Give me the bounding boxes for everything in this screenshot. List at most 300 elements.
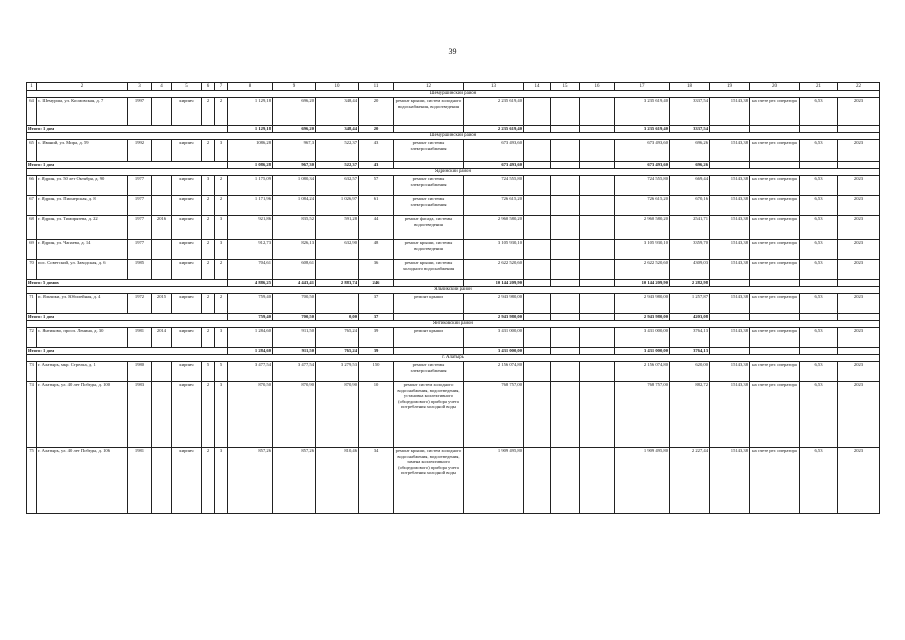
living-area: 835,52 bbox=[273, 216, 316, 240]
column-number-1: 1 bbox=[27, 83, 37, 91]
address: п. Яльчики, ул. Юбилейная, д. 4 bbox=[37, 294, 128, 314]
living-area: 870,90 bbox=[273, 382, 316, 448]
subtotal-unit-cost: 2 282,98 bbox=[670, 280, 710, 287]
unit-cost: 3764,13 bbox=[670, 328, 710, 348]
unit-cost: 670,16 bbox=[670, 196, 710, 216]
residential-area: 632,57 bbox=[316, 176, 359, 196]
col-16 bbox=[580, 216, 615, 240]
col-21: 6,53 bbox=[800, 176, 838, 196]
subtotal-empty bbox=[750, 314, 800, 321]
cost-limit: 15143,38 bbox=[710, 328, 750, 348]
cost-limit: 15143,38 bbox=[710, 362, 750, 382]
col-14 bbox=[524, 260, 551, 280]
wall-material: кирпич bbox=[172, 260, 202, 280]
district-header-row bbox=[27, 133, 880, 140]
col-16 bbox=[580, 294, 615, 314]
row-number: 67 bbox=[27, 196, 37, 216]
repair-cost: 3 431 000,00 bbox=[464, 328, 524, 348]
table-row bbox=[27, 448, 880, 514]
table-row bbox=[27, 216, 880, 240]
cost-limit: 15143,38 bbox=[710, 260, 750, 280]
subtotal-living-area: 700,50 bbox=[273, 314, 316, 321]
subtotal-empty bbox=[838, 314, 880, 321]
unit-cost: 620,00 bbox=[670, 362, 710, 382]
renovation-year bbox=[152, 362, 172, 382]
build-year: 1983 bbox=[128, 382, 152, 448]
column-number-17: 17 bbox=[615, 83, 670, 91]
unit-cost: 2 227,44 bbox=[670, 448, 710, 514]
total-cost: 2 960 580,20 bbox=[615, 216, 670, 240]
capital-repair-register-table bbox=[26, 82, 880, 514]
subtotal-repair-cost: 673 493,60 bbox=[464, 162, 524, 169]
col-15 bbox=[551, 260, 580, 280]
residents: 20 bbox=[359, 98, 394, 126]
residential-area: 765,24 bbox=[316, 328, 359, 348]
col-14 bbox=[524, 382, 551, 448]
floors: 2 bbox=[202, 196, 215, 216]
repair-cost: 3 105 930,10 bbox=[464, 240, 524, 260]
row-number: 64 bbox=[27, 98, 37, 126]
col-16 bbox=[580, 196, 615, 216]
work-type: ремонт системы электроснабжения bbox=[394, 362, 464, 382]
build-year: 1977 bbox=[128, 176, 152, 196]
planned-year: 2023 bbox=[838, 98, 880, 126]
column-number-14: 14 bbox=[524, 83, 551, 91]
living-area: 911,50 bbox=[273, 328, 316, 348]
residents: 37 bbox=[359, 294, 394, 314]
wall-material: кирпич bbox=[172, 176, 202, 196]
table-row bbox=[27, 140, 880, 162]
col-14 bbox=[524, 196, 551, 216]
wall-material: кирпич bbox=[172, 294, 202, 314]
living-area: 696,20 bbox=[273, 98, 316, 126]
total-area: 857,26 bbox=[228, 448, 273, 514]
entrances: 3 bbox=[215, 140, 228, 162]
col-16 bbox=[580, 448, 615, 514]
fund-method: на счете рег. оператора bbox=[750, 176, 800, 196]
build-year: 1981 bbox=[128, 328, 152, 348]
wall-material: кирпич bbox=[172, 328, 202, 348]
wall-material: кирпич bbox=[172, 448, 202, 514]
residents: 61 bbox=[359, 196, 394, 216]
district-header-row bbox=[27, 169, 880, 176]
subtotal-living-area: 967,30 bbox=[273, 162, 316, 169]
subtotal-total-area: 1 086,28 bbox=[228, 162, 273, 169]
table-row bbox=[27, 176, 880, 196]
subtotal-label: Итого: 1 дом bbox=[27, 348, 228, 355]
total-cost: 3 431 000,00 bbox=[615, 328, 670, 348]
subtotal-row bbox=[27, 348, 880, 355]
fund-method: на счете рег. оператора bbox=[750, 382, 800, 448]
subtotal-empty bbox=[580, 314, 615, 321]
row-number: 65 bbox=[27, 140, 37, 162]
subtotal-empty bbox=[710, 126, 750, 133]
entrances: 2 bbox=[215, 294, 228, 314]
column-number-20: 20 bbox=[750, 83, 800, 91]
subtotal-empty bbox=[551, 162, 580, 169]
address: г. Ядрин, ул. Чапаева, д. 14 bbox=[37, 240, 128, 260]
work-type: ремонт крыши, системы водоотведения bbox=[394, 240, 464, 260]
col-16 bbox=[580, 98, 615, 126]
col-15 bbox=[551, 176, 580, 196]
table-row bbox=[27, 260, 880, 280]
total-area: 1 171,96 bbox=[228, 196, 273, 216]
unit-cost: 882,72 bbox=[670, 382, 710, 448]
subtotal-empty bbox=[394, 280, 464, 287]
subtotal-empty bbox=[800, 314, 838, 321]
col-16 bbox=[580, 140, 615, 162]
column-number-16: 16 bbox=[580, 83, 615, 91]
cost-limit: 15143,38 bbox=[710, 448, 750, 514]
floors: 5 bbox=[202, 362, 215, 382]
table-row bbox=[27, 382, 880, 448]
row-number: 74 bbox=[27, 382, 37, 448]
floors: 2 bbox=[202, 260, 215, 280]
entrances: 2 bbox=[215, 98, 228, 126]
subtotal-empty bbox=[551, 348, 580, 355]
work-type: ремонт системы электроснабжения bbox=[394, 176, 464, 196]
subtotal-repair-cost: 3 431 000,00 bbox=[464, 348, 524, 355]
repair-cost: 768 757,00 bbox=[464, 382, 524, 448]
unit-cost: 696,26 bbox=[670, 140, 710, 162]
total-area: 1 129,18 bbox=[228, 98, 273, 126]
subtotal-residential-area: 2 883,74 bbox=[316, 280, 359, 287]
renovation-year: 2014 bbox=[152, 328, 172, 348]
subtotal-empty bbox=[524, 280, 551, 287]
subtotal-total-cost: 10 144 209,90 bbox=[615, 280, 670, 287]
col-21: 6,53 bbox=[800, 216, 838, 240]
subtotal-empty bbox=[838, 126, 880, 133]
planned-year: 2023 bbox=[838, 216, 880, 240]
work-type: ремонт крыши bbox=[394, 294, 464, 314]
wall-material: кирпич bbox=[172, 98, 202, 126]
entrances: 5 bbox=[215, 362, 228, 382]
subtotal-empty bbox=[710, 280, 750, 287]
table-row bbox=[27, 328, 880, 348]
column-number-9: 9 bbox=[273, 83, 316, 91]
address: пос. Советский, ул. Заводская, д. 6 bbox=[37, 260, 128, 280]
subtotal-empty bbox=[394, 126, 464, 133]
col-15 bbox=[551, 216, 580, 240]
col-15 bbox=[551, 196, 580, 216]
living-area: 3 477,54 bbox=[273, 362, 316, 382]
residential-area bbox=[316, 260, 359, 280]
subtotal-row bbox=[27, 280, 880, 287]
total-area: 921,86 bbox=[228, 216, 273, 240]
living-area: 1 084,24 bbox=[273, 196, 316, 216]
work-type: ремонт крыши, системы холодного водоснабжения bbox=[394, 260, 464, 280]
subtotal-residents: 39 bbox=[359, 348, 394, 355]
address: г. Алатырь, мкр. Стрелка, д. 1 bbox=[37, 362, 128, 382]
residential-area: 348,44 bbox=[316, 98, 359, 126]
subtotal-label: Итого: 1 дом bbox=[27, 162, 228, 169]
planned-year: 2023 bbox=[838, 196, 880, 216]
planned-year: 2023 bbox=[838, 382, 880, 448]
col-21: 6,53 bbox=[800, 328, 838, 348]
subtotal-empty bbox=[750, 126, 800, 133]
address: с. Иваний, ул. Мира, д. 59 bbox=[37, 140, 128, 162]
floors: 3 bbox=[202, 176, 215, 196]
floors: 2 bbox=[202, 240, 215, 260]
fund-method: на счете рег. оператора bbox=[750, 328, 800, 348]
residents: 44 bbox=[359, 216, 394, 240]
total-area: 704,61 bbox=[228, 260, 273, 280]
total-cost: 3 105 930,10 bbox=[615, 240, 670, 260]
subtotal-residents: 246 bbox=[359, 280, 394, 287]
renovation-year bbox=[152, 196, 172, 216]
subtotal-row bbox=[27, 126, 880, 133]
subtotal-residents: 37 bbox=[359, 314, 394, 321]
subtotal-total-cost: 673 493,60 bbox=[615, 162, 670, 169]
repair-cost: 724 555,80 bbox=[464, 176, 524, 196]
subtotal-unit-cost: 3764,13 bbox=[670, 348, 710, 355]
col-16 bbox=[580, 176, 615, 196]
subtotal-living-area: 4 443,41 bbox=[273, 280, 316, 287]
build-year: 1977 bbox=[128, 240, 152, 260]
col-15 bbox=[551, 382, 580, 448]
col-14 bbox=[524, 240, 551, 260]
subtotal-repair-cost: 10 144 209,90 bbox=[464, 280, 524, 287]
total-cost: 724 555,80 bbox=[615, 176, 670, 196]
row-number: 75 bbox=[27, 448, 37, 514]
fund-method: на счете рег. оператора bbox=[750, 140, 800, 162]
district-name: Шемуршинский район bbox=[27, 133, 880, 140]
planned-year: 2023 bbox=[838, 294, 880, 314]
wall-material: кирпич bbox=[172, 362, 202, 382]
subtotal-empty bbox=[838, 162, 880, 169]
residential-area bbox=[316, 294, 359, 314]
subtotal-residents: 20 bbox=[359, 126, 394, 133]
subtotal-empty bbox=[750, 162, 800, 169]
district-header-row bbox=[27, 355, 880, 362]
address: г. Ядрин, ул. Пионерская, д. 8 bbox=[37, 196, 128, 216]
entrances: 3 bbox=[215, 216, 228, 240]
col-21: 6,53 bbox=[800, 98, 838, 126]
col-21: 6,53 bbox=[800, 140, 838, 162]
subtotal-empty bbox=[394, 314, 464, 321]
cost-limit: 15143,38 bbox=[710, 382, 750, 448]
district-name: г. Алатырь bbox=[27, 355, 880, 362]
subtotal-total-area: 1 129,18 bbox=[228, 126, 273, 133]
page-number: 39 bbox=[448, 47, 457, 56]
total-cost: 768 757,00 bbox=[615, 382, 670, 448]
address: г. Алатырь, ул. 40 лет Победы, д. 100 bbox=[37, 382, 128, 448]
col-14 bbox=[524, 362, 551, 382]
subtotal-empty bbox=[710, 348, 750, 355]
residents: 43 bbox=[359, 140, 394, 162]
subtotal-unit-cost: 4203,08 bbox=[670, 314, 710, 321]
planned-year: 2023 bbox=[838, 362, 880, 382]
fund-method: на счете рег. оператора bbox=[750, 240, 800, 260]
col-14 bbox=[524, 294, 551, 314]
col-21: 6,53 bbox=[800, 294, 838, 314]
subtotal-total-area: 759,40 bbox=[228, 314, 273, 321]
district-header-row bbox=[27, 91, 880, 98]
subtotal-row bbox=[27, 314, 880, 321]
column-number-8: 8 bbox=[228, 83, 273, 91]
cost-limit: 15143,38 bbox=[710, 240, 750, 260]
fund-method: на счете рег. оператора bbox=[750, 448, 800, 514]
floors: 2 bbox=[202, 294, 215, 314]
residential-area: 870,90 bbox=[316, 382, 359, 448]
total-area: 3 477,54 bbox=[228, 362, 273, 382]
row-number: 70 bbox=[27, 260, 37, 280]
renovation-year bbox=[152, 98, 172, 126]
subtotal-total-area: 4 886,25 bbox=[228, 280, 273, 287]
col-21: 6,53 bbox=[800, 196, 838, 216]
build-year: 1992 bbox=[128, 140, 152, 162]
cost-limit: 15143,38 bbox=[710, 140, 750, 162]
living-area: 826,13 bbox=[273, 240, 316, 260]
column-number-21: 21 bbox=[800, 83, 838, 91]
column-number-22: 22 bbox=[838, 83, 880, 91]
floors: 2 bbox=[202, 216, 215, 240]
repair-cost: 1 909 495,80 bbox=[464, 448, 524, 514]
subtotal-repair-cost: 2 943 980,00 bbox=[464, 314, 524, 321]
address: г. Алатырь, ул. 40 лет Победы, д. 106 bbox=[37, 448, 128, 514]
total-cost: 673 493,60 bbox=[615, 140, 670, 162]
work-type: ремонт крыши, систем холодного водоснабжения, водоотведения bbox=[394, 98, 464, 126]
total-area: 1086,28 bbox=[228, 140, 273, 162]
subtotal-total-cost: 2 943 980,00 bbox=[615, 314, 670, 321]
residents: 10 bbox=[359, 382, 394, 448]
total-area: 912,73 bbox=[228, 240, 273, 260]
column-number-10: 10 bbox=[316, 83, 359, 91]
column-number-19: 19 bbox=[710, 83, 750, 91]
column-number-7: 7 bbox=[215, 83, 228, 91]
living-area: 700,50 bbox=[273, 294, 316, 314]
table-row bbox=[27, 98, 880, 126]
column-number-2: 2 bbox=[37, 83, 128, 91]
planned-year: 2023 bbox=[838, 240, 880, 260]
subtotal-empty bbox=[580, 162, 615, 169]
work-type: ремонт системы электроснабжения bbox=[394, 140, 464, 162]
col-15 bbox=[551, 98, 580, 126]
col-16 bbox=[580, 362, 615, 382]
residential-area: 591,28 bbox=[316, 216, 359, 240]
subtotal-empty bbox=[800, 280, 838, 287]
renovation-year bbox=[152, 240, 172, 260]
build-year: 1985 bbox=[128, 260, 152, 280]
subtotal-living-area: 911,50 bbox=[273, 348, 316, 355]
subtotal-empty bbox=[710, 314, 750, 321]
subtotal-empty bbox=[710, 162, 750, 169]
subtotal-empty bbox=[394, 162, 464, 169]
subtotal-label: Итого: 1 дом bbox=[27, 314, 228, 321]
subtotal-empty bbox=[580, 348, 615, 355]
subtotal-empty bbox=[838, 348, 880, 355]
entrances: 3 bbox=[215, 382, 228, 448]
subtotal-empty bbox=[580, 126, 615, 133]
cost-limit: 15143,38 bbox=[710, 176, 750, 196]
col-14 bbox=[524, 176, 551, 196]
col-16 bbox=[580, 382, 615, 448]
renovation-year bbox=[152, 260, 172, 280]
residents: 150 bbox=[359, 362, 394, 382]
total-cost: 2 622 520,60 bbox=[615, 260, 670, 280]
unit-cost: 2541,71 bbox=[670, 216, 710, 240]
subtotal-repair-cost: 2 235 619,40 bbox=[464, 126, 524, 133]
build-year: 1997 bbox=[128, 98, 152, 126]
col-16 bbox=[580, 328, 615, 348]
fund-method: на счете рег. оператора bbox=[750, 216, 800, 240]
subtotal-residential-area: 522,37 bbox=[316, 162, 359, 169]
row-number: 73 bbox=[27, 362, 37, 382]
column-number-18: 18 bbox=[670, 83, 710, 91]
subtotal-empty bbox=[750, 280, 800, 287]
subtotal-residential-area: 0,00 bbox=[316, 314, 359, 321]
col-15 bbox=[551, 140, 580, 162]
row-number: 69 bbox=[27, 240, 37, 260]
total-area: 1 175,09 bbox=[228, 176, 273, 196]
planned-year: 2023 bbox=[838, 176, 880, 196]
build-year: 1972 bbox=[128, 294, 152, 314]
col-21: 6,53 bbox=[800, 362, 838, 382]
wall-material: кирпич bbox=[172, 140, 202, 162]
total-cost: 3 235 619,40 bbox=[615, 98, 670, 126]
repair-cost: 726 615,20 bbox=[464, 196, 524, 216]
column-number-3: 3 bbox=[128, 83, 152, 91]
subtotal-empty bbox=[551, 126, 580, 133]
subtotal-empty bbox=[580, 280, 615, 287]
column-number-header-row bbox=[27, 83, 880, 91]
repair-cost: 2 960 580,20 bbox=[464, 216, 524, 240]
district-header-row bbox=[27, 287, 880, 294]
renovation-year bbox=[152, 382, 172, 448]
fund-method: на счете рег. оператора bbox=[750, 260, 800, 280]
row-number: 71 bbox=[27, 294, 37, 314]
column-number-13: 13 bbox=[464, 83, 524, 91]
total-cost: 2 943 980,00 bbox=[615, 294, 670, 314]
col-21: 6,53 bbox=[800, 240, 838, 260]
fund-method: на счете рег. оператора bbox=[750, 294, 800, 314]
subtotal-empty bbox=[394, 348, 464, 355]
build-year: 1980 bbox=[128, 362, 152, 382]
work-type: ремонт крыши, систем холодного водоснабжения, водоотведения, замена коллективного (общедомового) прибора учета потребления холодной воды bbox=[394, 448, 464, 514]
renovation-year bbox=[152, 448, 172, 514]
table-row bbox=[27, 294, 880, 314]
living-area: 857,26 bbox=[273, 448, 316, 514]
total-area: 759,40 bbox=[228, 294, 273, 314]
total-cost: 1 909 495,80 bbox=[615, 448, 670, 514]
residential-area: 632,90 bbox=[316, 240, 359, 260]
subtotal-residential-area: 348,44 bbox=[316, 126, 359, 133]
row-number: 68 bbox=[27, 216, 37, 240]
column-number-4: 4 bbox=[152, 83, 172, 91]
col-15 bbox=[551, 362, 580, 382]
address: с. Шемурша, ул. Космовская, д. 7 bbox=[37, 98, 128, 126]
living-area: 967,3 bbox=[273, 140, 316, 162]
planned-year: 2023 bbox=[838, 260, 880, 280]
total-area: 870,50 bbox=[228, 382, 273, 448]
residents: 48 bbox=[359, 240, 394, 260]
cost-limit: 15143,38 bbox=[710, 216, 750, 240]
column-number-11: 11 bbox=[359, 83, 394, 91]
residents: 39 bbox=[359, 328, 394, 348]
district-name: Янтиковский район bbox=[27, 321, 880, 328]
subtotal-empty bbox=[800, 348, 838, 355]
cost-limit: 15143,38 bbox=[710, 196, 750, 216]
floors: 2 bbox=[202, 98, 215, 126]
planned-year: 2023 bbox=[838, 140, 880, 162]
address: г. Ядрин, ул. Тимирязева, д. 22 bbox=[37, 216, 128, 240]
district-name: Яльчикский район bbox=[27, 287, 880, 294]
renovation-year bbox=[152, 176, 172, 196]
subtotal-empty bbox=[524, 314, 551, 321]
unit-cost: 4309,03 bbox=[670, 260, 710, 280]
col-15 bbox=[551, 294, 580, 314]
work-type: ремонт фасада, системы водоотведения bbox=[394, 216, 464, 240]
